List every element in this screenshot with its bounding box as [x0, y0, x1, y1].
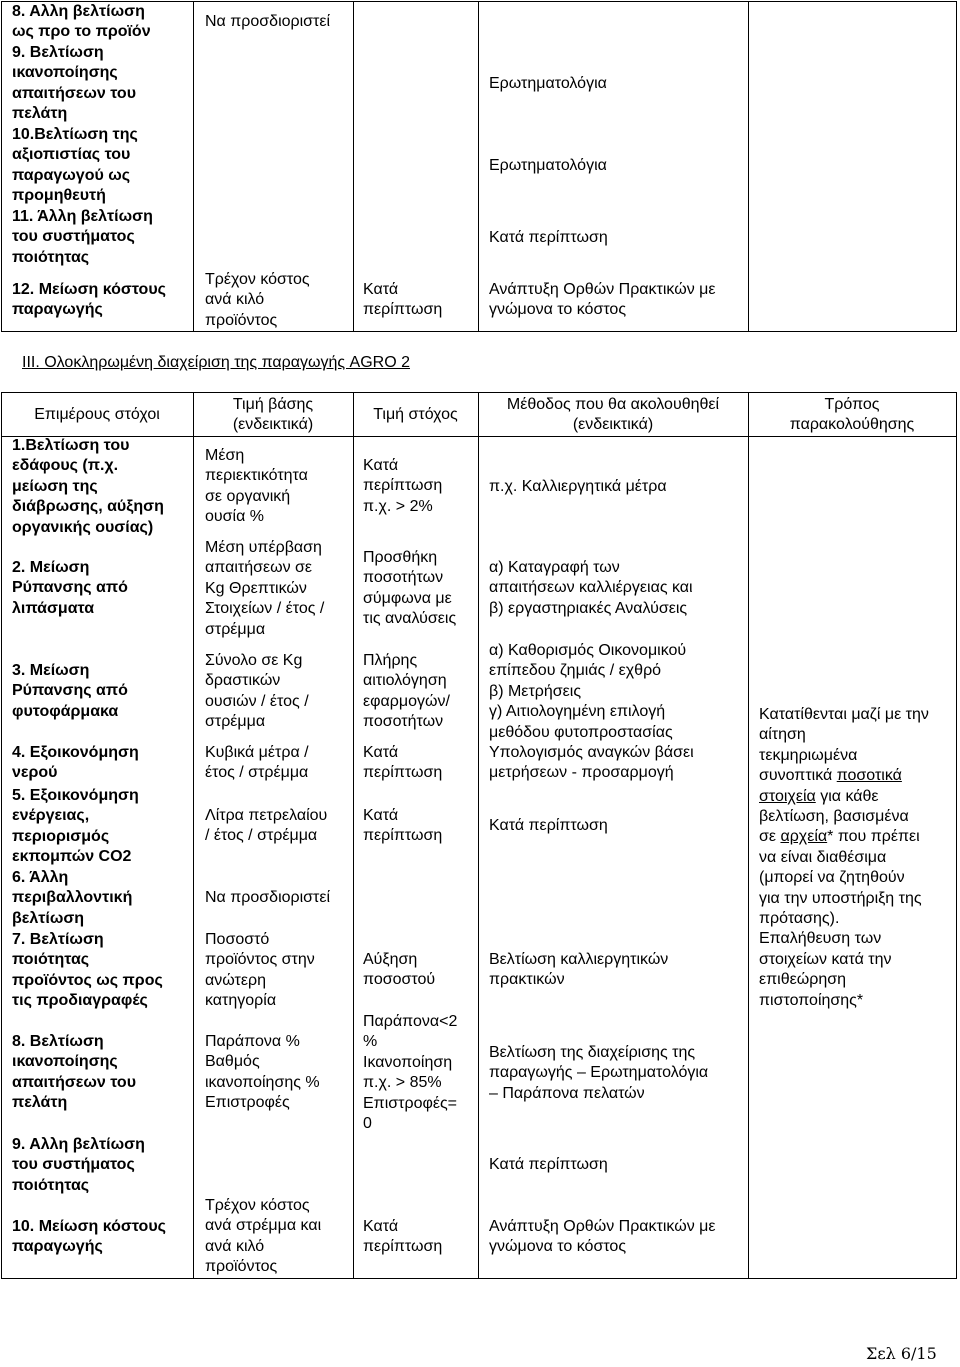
- table-border-right: [956, 392, 957, 1278]
- goal-cell: 10. Μείωση κόστους παραγωγής: [12, 1218, 166, 1256]
- monitoring-text: για κάθε βελτίωση, βασισμένα σε: [759, 787, 909, 846]
- baseline-cell: Ποσοστό προϊόντος στην ανώτερη κατηγορία: [205, 931, 315, 1010]
- goal-cell: 10.Βελτίωση της αξιοπιστίας του παραγωγού ως προμηθευτή: [12, 126, 138, 205]
- method-cell: α) Καθορισμός Οικονομικού επίπεδου ζημιάς / εχθρό β) Μετρήσεις γ) Αιτιολογημένη επιλογή μεθόδου φυτοπροστασίας: [489, 642, 687, 741]
- header-goals: Επιμέρους στόχοι: [34, 406, 160, 423]
- goal-cell: 8. Αλλη βελτίωση ως προ το προϊόν: [12, 3, 151, 41]
- column-divider: [748, 1, 749, 331]
- method-cell: Ανάπτυξη Ορθών Πρακτικών με γνώμονα το κόστος: [489, 1218, 716, 1256]
- header-baseline: Τιμή βάσης (ενδεικτικά): [232, 396, 314, 434]
- table-border-bottom: [1, 1278, 957, 1279]
- goal-cell: 9. Αλλη βελτίωση του συστήματος ποιότητας: [12, 1136, 145, 1194]
- monitoring-cell: [759, 705, 949, 1011]
- column-divider: [478, 1, 479, 331]
- section-heading: ΙΙΙ. Ολοκληρωμένη διαχείριση της παραγωγής AGRO 2: [22, 354, 410, 371]
- method-cell: Ερωτηματολόγια: [489, 157, 607, 174]
- target-cell: Κατά περίπτωση: [363, 807, 443, 845]
- table-border-right: [956, 1, 957, 331]
- baseline-cell: Λίτρα πετρελαίου / έτος / στρέμμα: [205, 807, 328, 845]
- target-cell: Παράπονα<2 % Ικανοποίηση π.χ. > 85% Επιστροφές= 0: [363, 1013, 458, 1133]
- table-border-left: [1, 392, 2, 1278]
- page-number: Σελ 6/15: [866, 1344, 937, 1363]
- goal-cell: 2. Μείωση Ρύπανσης από λιπάσματα: [12, 559, 128, 617]
- baseline-cell: Μέση υπέρβαση απαιτήσεων σε Kg Θρεπτικών Στοιχείων / έτος / στρέμμα: [205, 539, 325, 638]
- target-cell: Αύξηση ποσοστού: [363, 951, 436, 989]
- method-cell: α) Καταγραφή των απαιτήσεων καλλιέργειας και β) εργαστηριακές Αναλύσεις: [489, 559, 693, 617]
- table-border-top: [1, 392, 957, 393]
- header-method: Μέθοδος που θα ακολουθηθεί (ενδεικτικά): [506, 396, 720, 434]
- monitoring-text: * που πρέπει να είναι διαθέσιμα (μπορεί να ζητηθούν για την υποστήριξη της πρότασης). Επαλήθευση των στοιχείων κατά την επιθεώρηση πιστοποίησης*: [759, 828, 922, 1009]
- goal-cell: 5. Εξοικονόμηση ενέργειας, περιορισμός εκπομπών CO2: [12, 787, 139, 866]
- baseline-cell: Τρέχον κόστος ανά κιλό προϊόντος: [205, 271, 310, 329]
- header-target: Τιμή στόχος: [373, 406, 458, 423]
- header-monitoring: Τρόπος παρακολούθησης: [789, 396, 915, 434]
- method-cell: Βελτίωση της διαχείρισης της παραγωγής – Ερωτηματολόγια – Παράπονα πελατών: [489, 1044, 709, 1102]
- baseline-cell: Παράπονα % Βαθμός ικανοποίησης % Επιστροφές: [205, 1033, 320, 1112]
- monitoring-underlined-text: στοιχεία: [759, 787, 816, 805]
- column-divider: [353, 1, 354, 331]
- method-cell: Ερωτηματολόγια: [489, 75, 607, 92]
- monitoring-text: Κατατίθενται μαζί με την αίτηση τεκμηριωμένα συνοπτικά: [759, 706, 929, 785]
- goal-cell: 11. Άλλη βελτίωση του συστήματος ποιότητας: [12, 208, 153, 266]
- method-cell: Ανάπτυξη Ορθών Πρακτικών με γνώμονα το κόστος: [489, 281, 716, 319]
- method-cell: Κατά περίπτωση: [489, 1156, 608, 1173]
- baseline-cell: Σύνολο σε Kg δραστικών ουσιών / έτος / στρέμμα: [205, 652, 309, 731]
- goal-cell: 6. Άλλη περιβαλλοντική βελτίωση: [12, 869, 133, 927]
- target-cell: Κατά περίπτωση: [363, 1218, 443, 1256]
- target-cell: Κατά περίπτωση π.χ. > 2%: [363, 457, 443, 515]
- column-divider: [193, 1, 194, 331]
- goal-cell: 12. Μείωση κόστους παραγωγής: [12, 281, 166, 319]
- method-cell: π.χ. Καλλιεργητικά μέτρα: [489, 478, 667, 495]
- method-cell: Κατά περίπτωση: [489, 229, 608, 246]
- target-cell: Πλήρης αιτιολόγηση εφαρμογών/ ποσοτήτων: [363, 652, 450, 731]
- monitoring-underlined-text: ποσοτικά: [836, 767, 902, 785]
- baseline-cell: Να προσδιοριστεί: [205, 13, 331, 30]
- column-divider: [353, 392, 354, 1278]
- column-divider: [748, 392, 749, 1278]
- goal-cell: 7. Βελτίωση ποιότητας προϊόντος ως προς τις προδιαγραφές: [12, 931, 163, 1010]
- goal-cell: 9. Βελτίωση ικανοποίησης απαιτήσεων του πελάτη: [12, 44, 137, 123]
- table-border-bottom: [1, 331, 957, 332]
- goal-cell: 1.Βελτίωση του εδάφους (π.χ. μείωση της διάβρωσης, αύξηση οργανικής ουσίας): [12, 437, 164, 536]
- target-cell: Κατά περίπτωση: [363, 281, 443, 319]
- column-divider: [193, 392, 194, 1278]
- goal-cell: 3. Μείωση Ρύπανσης από φυτοφάρμακα: [12, 662, 128, 720]
- monitoring-underlined-text: αρχεία: [780, 828, 828, 846]
- baseline-cell: Μέση περιεκτικότητα σε οργανική ουσία %: [205, 447, 308, 526]
- baseline-cell: Να προσδιοριστεί: [205, 889, 331, 906]
- target-cell: Κατά περίπτωση: [363, 744, 443, 782]
- table-border-left: [1, 1, 2, 331]
- target-cell: Προσθήκη ποσοτήτων σύμφωνα με τις αναλύσεις: [363, 549, 457, 628]
- column-divider: [478, 392, 479, 1278]
- baseline-cell: Κυβικά μέτρα / έτος / στρέμμα: [205, 744, 309, 782]
- method-cell: Υπολογισμός αναγκών βάσει μετρήσεων - προσαρμογή: [489, 744, 694, 782]
- method-cell: Βελτίωση καλλιεργητικών πρακτικών: [489, 951, 669, 989]
- goal-cell: 4. Εξοικονόμηση νερού: [12, 744, 139, 782]
- baseline-cell: Τρέχον κόστος ανά στρέμμα και ανά κιλό προϊόντος: [205, 1197, 322, 1276]
- goal-cell: 8. Βελτίωση ικανοποίησης απαιτήσεων του πελάτη: [12, 1033, 137, 1112]
- method-cell: Κατά περίπτωση: [489, 817, 608, 834]
